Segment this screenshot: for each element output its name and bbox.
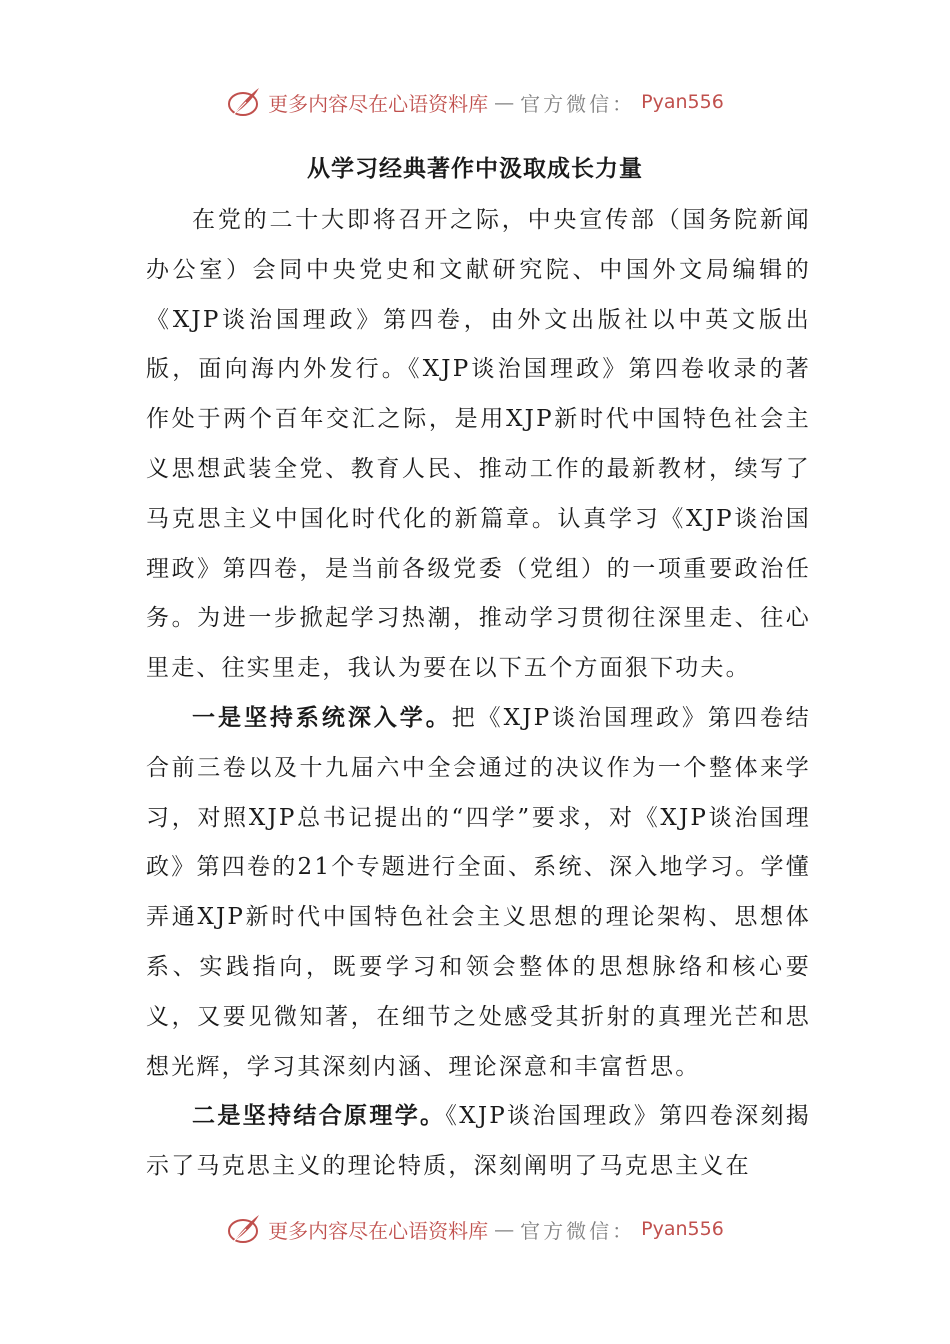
document-title: 从学习经典著作中汲取成长力量 [307, 156, 643, 182]
paragraph-point-2 [146, 1092, 811, 1192]
quill-pen-logo-icon [226, 84, 262, 120]
quill-pen-logo-icon [226, 1211, 262, 1247]
paragraph-intro [146, 196, 811, 694]
watermark-text: 更多内容尽在心语资料库 [268, 1218, 489, 1243]
paragraph-text: 把《XJP谈治国理政》第四卷结合前三卷以及十九届六中全会通过的决议作为一个整体来学习，对照XJP总书记提出的“四学”要求，对《XJP谈治国理政》第四卷的21个专题进行全面、系统、深入地学习。学懂弄通XJP新时代中国特色社会主义思想的理论架构、思想体系、实践指向，既要学习和领会整体的思想脉络和核心要义，又要见微知著，在细节之处感受其折射的真理光芒和思想光辉，学习其深刻内涵、理论深意和丰富哲思。 [146, 704, 812, 1080]
watermark-wechat-id: Pyan556 [641, 1218, 724, 1240]
watermark-label: 官方微信： [520, 1218, 636, 1243]
watermark-label: 官方微信： [520, 91, 636, 116]
paragraph-lead: 二是坚持结合原理学。 [192, 1103, 446, 1130]
header-watermark [0, 82, 950, 122]
paragraph-point-1 [146, 694, 811, 1092]
paragraph-text: 在党的二十大即将召开之际，中央宣传部（国务院新闻办公室）会同中央党史和文献研究院、中国外文局编辑的《XJP谈治国理政》第四卷，由外文出版社以中英文版出版，面向海内外发行。《XJP谈治国理政》第四卷收录的著作处于两个百年交汇之际，是用XJP新时代中国特色社会主义思想武装全党、教育人民、推动工作的最新教材，续写了马克思主义中国化时代化的新篇章。认真学习《XJP谈治国理政》第四卷，是当前各级党委（党组）的一项重要政治任务。为进一步掀起学习热潮，推动学习贯彻往深里走、往心里走、往实里走，我认为要在以下五个方面狠下功夫。 [146, 207, 811, 682]
watermark-dash: — [494, 90, 515, 114]
watermark-wechat-id: Pyan556 [641, 91, 724, 113]
watermark-dash: — [494, 1217, 515, 1241]
footer-watermark [0, 1209, 950, 1249]
document-body [146, 196, 811, 1192]
watermark-text: 更多内容尽在心语资料库 [268, 91, 489, 116]
paragraph-lead: 一是坚持系统深入学。 [192, 704, 452, 731]
paragraph-text: 《XJP谈治国理政》第四卷深刻揭示了马克思主义的理论特质，深刻阐明了马克思主义在 [146, 1103, 811, 1180]
